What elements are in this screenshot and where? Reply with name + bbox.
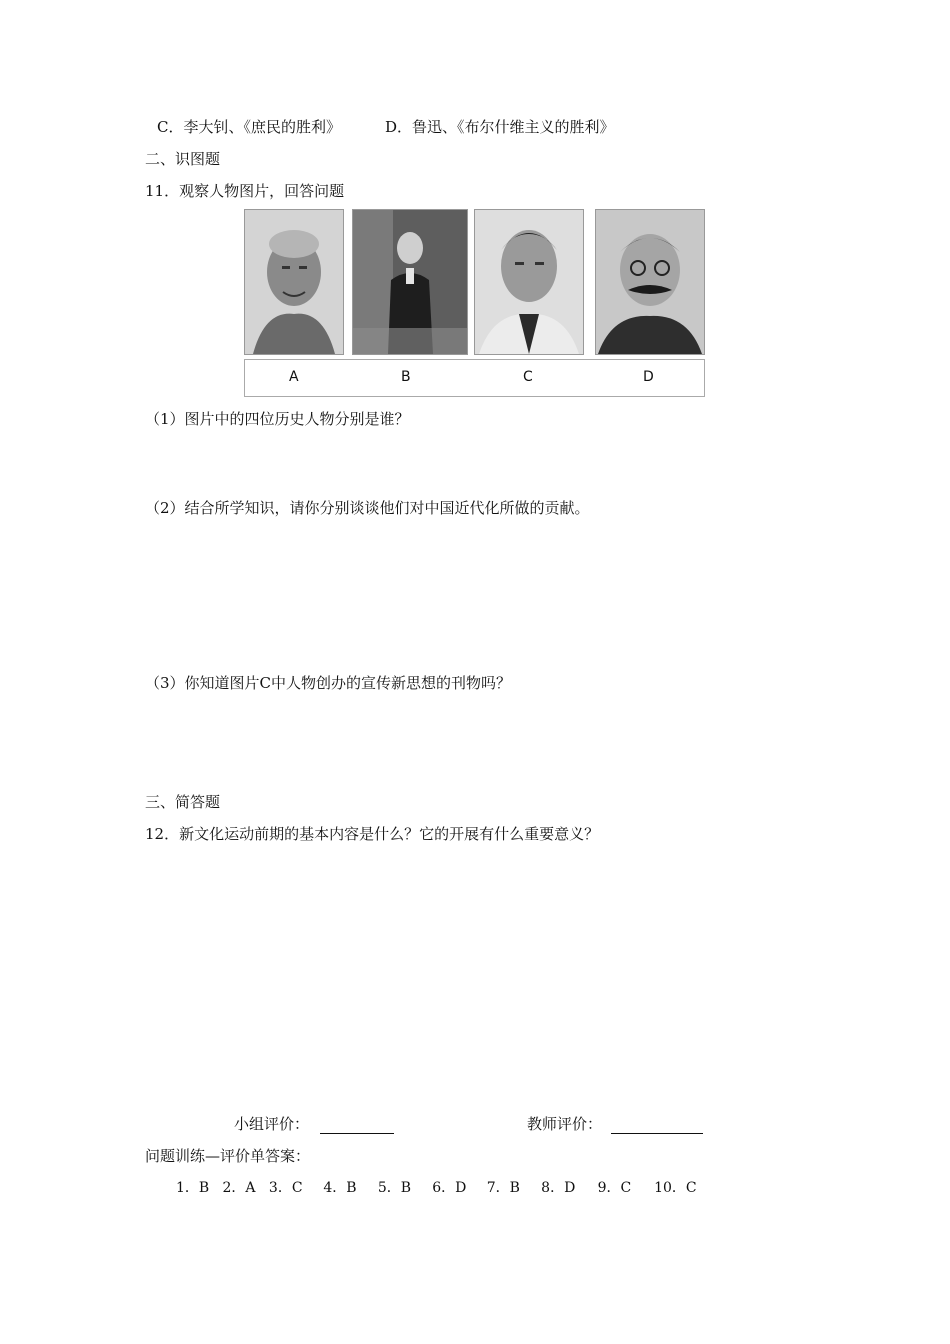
group-evaluation [234, 1114, 394, 1134]
option-c: C．李大钊、《庶民的胜利》 [157, 118, 341, 136]
section-2-title: 二、识图题 [145, 150, 221, 168]
photo-caption-strip [244, 359, 705, 397]
question-12-stem: 12．新文化运动前期的基本内容是什么？它的开展有什么重要意义？ [145, 825, 600, 843]
section-3-title: 三、简答题 [145, 793, 221, 811]
question-11-sub-1: （1）图片中的四位历史人物分别是谁？ [145, 410, 410, 428]
question-11-sub-2: （2）结合所学知识，请你分别谈谈他们对中国近代化所做的贡献。 [145, 499, 590, 517]
answer-item: 10．C [654, 1180, 697, 1196]
group-evaluation-label: 小组评价： [234, 1115, 310, 1133]
answer-item: 7．B [486, 1180, 520, 1196]
teacher-evaluation-blank[interactable] [611, 1117, 703, 1134]
answer-item: 4．B [323, 1180, 357, 1196]
photo-label-b: B [401, 369, 411, 385]
answers-title: 问题训练—评价单答案： [145, 1147, 311, 1165]
portrait-d [595, 209, 705, 355]
answer-item: 1．B [176, 1180, 210, 1196]
answer-item: 9．C [597, 1180, 632, 1196]
photo-label-d: D [643, 369, 654, 385]
portrait-b [352, 209, 468, 355]
teacher-evaluation [527, 1114, 703, 1134]
question-11-stem: 11．观察人物图片，回答问题 [145, 182, 345, 200]
photo-label-a: A [289, 369, 299, 385]
answer-item: 3．C [268, 1180, 303, 1196]
photo-label-c: C [523, 369, 533, 385]
portrait-c [474, 209, 584, 355]
option-d: D．鲁迅、《布尔什维主义的胜利》 [385, 118, 615, 136]
portrait-a [244, 209, 344, 355]
answer-item: 5．B [377, 1180, 412, 1196]
answer-item: 8．D [541, 1180, 576, 1196]
answer-item: 6．D [432, 1180, 467, 1196]
question-11-sub-3: （3）你知道图片C中人物创办的宣传新思想的刊物吗？ [145, 674, 512, 692]
answer-item: 2．A [222, 1180, 256, 1196]
teacher-evaluation-label: 教师评价： [527, 1115, 603, 1133]
answers-list [176, 1178, 714, 1198]
group-evaluation-blank[interactable] [320, 1117, 394, 1134]
portrait-figure [244, 209, 705, 397]
